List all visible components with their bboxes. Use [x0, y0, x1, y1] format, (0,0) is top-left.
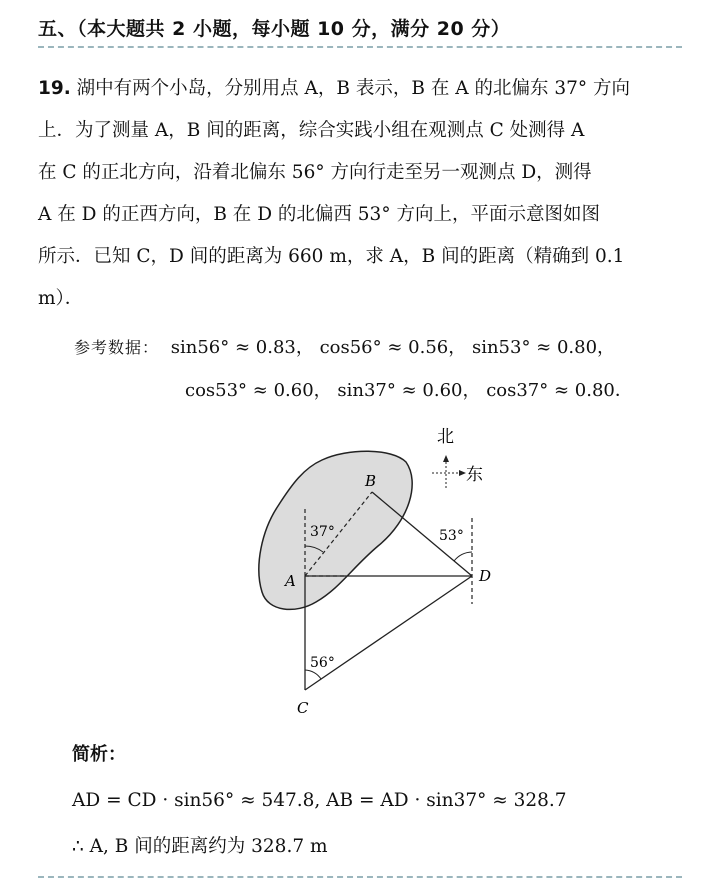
angle-label-D: 53°: [439, 528, 464, 544]
question-line-4: A 在 D 的正西方向，B 在 D 的北偏西 53° 方向上，平面示意图如图: [38, 204, 600, 225]
geometry-diagram: [250, 420, 510, 720]
question-line-3: 在 C 的正北方向，沿着北偏东 56° 方向行走至另一观测点 D，测得: [38, 162, 592, 183]
section-header: 五、（本大题共 2 小题，每小题 10 分，满分 20 分）: [38, 18, 511, 40]
footer-divider: [38, 876, 682, 878]
question-text: [38, 68, 682, 320]
angle-arc-C: [305, 670, 321, 679]
compass-north-label: 北: [437, 427, 454, 447]
point-label-D: D: [479, 567, 492, 585]
reference-data-line-1: 参考数据： sin56° ≈ 0.83， cos56° ≈ 0.56， sin53° ≈ 0.80，: [74, 337, 616, 358]
point-label-B: B: [365, 472, 377, 490]
solution-line-1: AD = CD · sin56° ≈ 547.8, AB = AD · sin37° ≈ 328.7: [72, 790, 567, 811]
angle-arc-D: [454, 552, 472, 561]
solution-line-2: ∴ A, B 间的距离约为 328.7 m: [72, 836, 328, 857]
point-label-C: C: [297, 699, 309, 717]
reference-label: 参考数据：: [74, 338, 160, 357]
solution-title: 简析：: [72, 744, 126, 765]
compass-east-label: 东: [466, 465, 483, 485]
question-line-6: m）．: [38, 288, 84, 309]
island-shape: [259, 451, 412, 609]
question-line-2: 上．为了测量 A，B 间的距离，综合实践小组在观测点 C 处测得 A: [38, 120, 585, 141]
angle-label-A: 37°: [310, 524, 335, 540]
point-label-A: A: [285, 572, 296, 590]
question-line-5: 所示．已知 C，D 间的距离为 660 m，求 A，B 间的距离（精确到 0.1: [38, 246, 625, 267]
header-divider: [38, 46, 682, 48]
question-line-1: 19. 湖中有两个小岛，分别用点 A，B 表示，B 在 A 的北偏东 37° 方向: [38, 78, 631, 99]
compass-arrow-east-icon: [459, 470, 466, 476]
compass-arrow-north-icon: [443, 455, 449, 462]
question-number: 19.: [38, 78, 71, 99]
reference-data-line-2: cos53° ≈ 0.60， sin37° ≈ 0.60， cos37° ≈ 0.80．: [185, 380, 633, 401]
angle-label-C: 56°: [310, 655, 335, 671]
